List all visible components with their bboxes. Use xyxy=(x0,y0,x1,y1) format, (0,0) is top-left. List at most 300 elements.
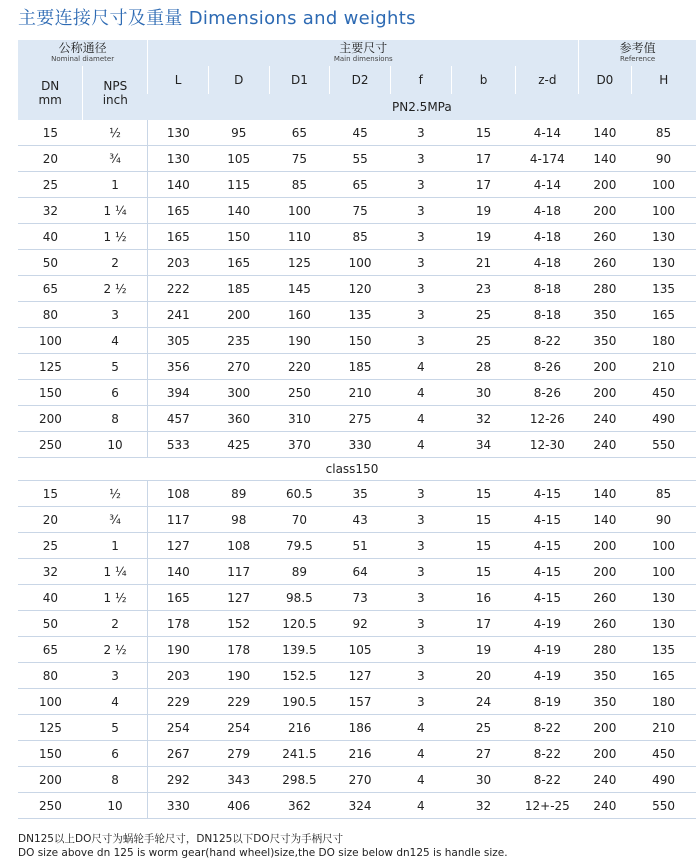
table-cell: 85 xyxy=(330,224,391,250)
table-cell: 260 xyxy=(579,611,631,637)
table-cell: 130 xyxy=(631,585,696,611)
table-cell: 55 xyxy=(330,146,391,172)
table-cell: 210 xyxy=(631,354,696,380)
main-dimensions-header xyxy=(148,40,579,66)
table-cell: 140 xyxy=(148,559,209,585)
table-cell: 229 xyxy=(208,689,269,715)
table-cell: 4 xyxy=(390,715,451,741)
table-cell: 16 xyxy=(451,585,516,611)
table-cell: 200 xyxy=(18,767,83,793)
footnote-cn: DN125以上DO尺寸为蜗轮手轮尺寸，DN125以下DO尺寸为手柄尺寸 xyxy=(18,833,344,845)
table-cell: 370 xyxy=(269,432,330,458)
table-cell: 105 xyxy=(330,637,391,663)
table-cell: 3 xyxy=(390,276,451,302)
table-cell: 241 xyxy=(148,302,209,328)
table-cell: 275 xyxy=(330,406,391,432)
table-cell: 10 xyxy=(83,432,148,458)
table-cell: 250 xyxy=(18,793,83,819)
table-cell: 280 xyxy=(579,276,631,302)
table-cell: 4-19 xyxy=(516,611,579,637)
table-cell: 127 xyxy=(330,663,391,689)
table-cell: 3 xyxy=(390,611,451,637)
table-cell: 254 xyxy=(208,715,269,741)
table-cell: 135 xyxy=(631,276,696,302)
table-cell: 350 xyxy=(579,663,631,689)
table-cell: 65 xyxy=(18,276,83,302)
table-cell: 165 xyxy=(631,663,696,689)
table-cell: 3 xyxy=(390,146,451,172)
table-cell: 165 xyxy=(148,224,209,250)
table-cell: 40 xyxy=(18,224,83,250)
table-cell: 85 xyxy=(631,120,696,146)
table-cell: 210 xyxy=(631,715,696,741)
table-cell: 25 xyxy=(451,302,516,328)
table-cell: 130 xyxy=(631,224,696,250)
table-cell: 25 xyxy=(451,715,516,741)
table-cell: 19 xyxy=(451,637,516,663)
table-cell: 3 xyxy=(390,198,451,224)
table-cell: 3 xyxy=(390,689,451,715)
table-cell: 125 xyxy=(18,715,83,741)
table-cell: 4-15 xyxy=(516,559,579,585)
table-cell: 130 xyxy=(148,146,209,172)
table-cell: 8-22 xyxy=(516,328,579,354)
nominal-cn: 公称通径 xyxy=(58,41,107,55)
table-cell: 305 xyxy=(148,328,209,354)
table-row xyxy=(18,250,696,276)
table-row xyxy=(18,741,696,767)
table-cell: 3 xyxy=(390,585,451,611)
table-cell: 200 xyxy=(18,406,83,432)
table-cell: 160 xyxy=(269,302,330,328)
table-cell: 8-22 xyxy=(516,741,579,767)
table-cell: 190 xyxy=(148,637,209,663)
table-cell: 254 xyxy=(148,715,209,741)
table-cell: 89 xyxy=(269,559,330,585)
dimensions-table-container xyxy=(18,40,696,819)
table-cell: 34 xyxy=(451,432,516,458)
table-cell: 330 xyxy=(148,793,209,819)
nps-header xyxy=(83,66,148,120)
table-cell: 150 xyxy=(18,380,83,406)
table-cell: 140 xyxy=(148,172,209,198)
table-cell: 110 xyxy=(269,224,330,250)
table-cell: 1 ½ xyxy=(83,585,148,611)
table-cell: 100 xyxy=(631,559,696,585)
table-cell: 20 xyxy=(18,146,83,172)
dn-label: DN xyxy=(41,79,60,93)
table-cell: 5 xyxy=(83,715,148,741)
table-row xyxy=(18,406,696,432)
table-row xyxy=(18,120,696,146)
ref-cn: 参考值 xyxy=(619,41,656,55)
table-cell: 165 xyxy=(148,585,209,611)
table-cell: 203 xyxy=(148,250,209,276)
table-cell: 30 xyxy=(451,380,516,406)
table-cell: 127 xyxy=(148,533,209,559)
table-cell: 3 xyxy=(83,302,148,328)
table-cell: 200 xyxy=(579,741,631,767)
table-cell: 140 xyxy=(208,198,269,224)
table-cell: 550 xyxy=(631,432,696,458)
ref-en: Reference xyxy=(619,55,656,63)
table-cell: 180 xyxy=(631,328,696,354)
table-cell: 120.5 xyxy=(269,611,330,637)
table-cell: 95 xyxy=(208,120,269,146)
table-cell: 15 xyxy=(18,481,83,507)
table-cell: 15 xyxy=(451,507,516,533)
table-cell: 79.5 xyxy=(269,533,330,559)
table-cell: 3 xyxy=(390,302,451,328)
table-cell: 4-19 xyxy=(516,663,579,689)
table-cell: 3 xyxy=(390,481,451,507)
table-cell: 4-18 xyxy=(516,198,579,224)
table-cell: 279 xyxy=(208,741,269,767)
table-cell: 65 xyxy=(269,120,330,146)
pn-section-body xyxy=(18,120,696,458)
table-cell: 3 xyxy=(390,507,451,533)
table-cell: 178 xyxy=(208,637,269,663)
table-cell: 120 xyxy=(330,276,391,302)
table-cell: 250 xyxy=(269,380,330,406)
table-cell: 260 xyxy=(579,250,631,276)
table-cell: 185 xyxy=(330,354,391,380)
table-cell: 490 xyxy=(631,406,696,432)
table-cell: 100 xyxy=(330,250,391,276)
table-row xyxy=(18,585,696,611)
table-cell: 3 xyxy=(390,559,451,585)
table-cell: 394 xyxy=(148,380,209,406)
table-cell: 4-18 xyxy=(516,250,579,276)
table-cell: 330 xyxy=(330,432,391,458)
table-cell: 145 xyxy=(269,276,330,302)
table-cell: 75 xyxy=(330,198,391,224)
table-row xyxy=(18,715,696,741)
table-cell: 3 xyxy=(390,533,451,559)
footnote-en: DO size above dn 125 is worm gear(hand wheel)size,the DO size below dn125 is handle size. xyxy=(18,847,508,859)
table-cell: 280 xyxy=(579,637,631,663)
table-cell: 2 xyxy=(83,611,148,637)
table-cell: 100 xyxy=(631,198,696,224)
table-cell: 115 xyxy=(208,172,269,198)
table-cell: 117 xyxy=(148,507,209,533)
col-header-L: L xyxy=(148,66,209,94)
table-cell: 100 xyxy=(18,689,83,715)
table-cell: ¾ xyxy=(83,146,148,172)
table-row xyxy=(18,302,696,328)
col-header-f: f xyxy=(390,66,451,94)
table-cell: 150 xyxy=(208,224,269,250)
table-cell: 4 xyxy=(83,328,148,354)
dn-header xyxy=(18,66,83,120)
table-cell: 12-30 xyxy=(516,432,579,458)
table-cell: 60.5 xyxy=(269,481,330,507)
table-cell: 8-22 xyxy=(516,715,579,741)
col-header-b: b xyxy=(451,66,516,94)
table-cell: 350 xyxy=(579,302,631,328)
table-cell: 4-18 xyxy=(516,224,579,250)
table-cell: 200 xyxy=(579,559,631,585)
col-header-D1: D1 xyxy=(269,66,330,94)
table-cell: 8-22 xyxy=(516,767,579,793)
table-cell: 450 xyxy=(631,380,696,406)
col-header-D0: D0 xyxy=(579,66,631,94)
table-cell: 490 xyxy=(631,767,696,793)
table-cell: 43 xyxy=(330,507,391,533)
table-cell: 1 xyxy=(83,533,148,559)
table-cell: ½ xyxy=(83,120,148,146)
col-header-zd: z-d xyxy=(516,66,579,94)
table-cell: 310 xyxy=(269,406,330,432)
table-cell: 550 xyxy=(631,793,696,819)
table-cell: 203 xyxy=(148,663,209,689)
table-row xyxy=(18,198,696,224)
table-cell: 3 xyxy=(390,663,451,689)
table-row xyxy=(18,559,696,585)
table-cell: 28 xyxy=(451,354,516,380)
table-cell: 90 xyxy=(631,507,696,533)
table-cell: 300 xyxy=(208,380,269,406)
table-cell: 140 xyxy=(579,507,631,533)
table-cell: 165 xyxy=(631,302,696,328)
table-cell: 15 xyxy=(451,533,516,559)
table-cell: 260 xyxy=(579,585,631,611)
table-cell: ¾ xyxy=(83,507,148,533)
table-row xyxy=(18,663,696,689)
table-cell: 350 xyxy=(579,328,631,354)
table-cell: 185 xyxy=(208,276,269,302)
table-cell: 80 xyxy=(18,302,83,328)
table-cell: 17 xyxy=(451,172,516,198)
table-row xyxy=(18,793,696,819)
table-cell: 17 xyxy=(451,146,516,172)
table-cell: 152.5 xyxy=(269,663,330,689)
table-cell: 190 xyxy=(208,663,269,689)
table-cell: 80 xyxy=(18,663,83,689)
table-row xyxy=(18,637,696,663)
table-cell: 127 xyxy=(208,585,269,611)
table-cell: 3 xyxy=(390,172,451,198)
table-cell: 139.5 xyxy=(269,637,330,663)
table-row xyxy=(18,533,696,559)
table-cell: 4 xyxy=(390,741,451,767)
table-cell: 98.5 xyxy=(269,585,330,611)
table-cell: 200 xyxy=(579,380,631,406)
table-row xyxy=(18,611,696,637)
table-cell: 89 xyxy=(208,481,269,507)
table-cell: 32 xyxy=(18,559,83,585)
table-cell: 125 xyxy=(18,354,83,380)
table-cell: 70 xyxy=(269,507,330,533)
table-cell: 17 xyxy=(451,611,516,637)
table-cell: 190.5 xyxy=(269,689,330,715)
table-cell: 3 xyxy=(390,328,451,354)
table-cell: 1 ¼ xyxy=(83,559,148,585)
table-cell: 23 xyxy=(451,276,516,302)
table-cell: 240 xyxy=(579,767,631,793)
table-cell: 135 xyxy=(631,637,696,663)
table-cell: 324 xyxy=(330,793,391,819)
table-cell: 32 xyxy=(451,793,516,819)
table-cell: 190 xyxy=(269,328,330,354)
table-cell: 200 xyxy=(579,198,631,224)
page-title: 主要连接尺寸及重量 Dimensions and weights xyxy=(18,8,416,29)
footnote xyxy=(18,832,508,860)
table-cell: 267 xyxy=(148,741,209,767)
table-cell: 100 xyxy=(631,533,696,559)
table-cell: 20 xyxy=(18,507,83,533)
table-cell: 21 xyxy=(451,250,516,276)
table-cell: 32 xyxy=(451,406,516,432)
table-cell: 4-15 xyxy=(516,585,579,611)
table-cell: 3 xyxy=(390,250,451,276)
table-cell: 260 xyxy=(579,224,631,250)
table-cell: 4-19 xyxy=(516,637,579,663)
table-cell: 90 xyxy=(631,146,696,172)
table-cell: 6 xyxy=(83,380,148,406)
section-label-row-class xyxy=(18,458,696,481)
col-header-D: D xyxy=(208,66,269,94)
table-cell: 19 xyxy=(451,224,516,250)
table-cell: 4-15 xyxy=(516,507,579,533)
table-cell: 2 ½ xyxy=(83,637,148,663)
table-row xyxy=(18,767,696,793)
nps-label: NPS xyxy=(103,79,128,93)
table-cell: 4 xyxy=(390,767,451,793)
table-cell: 2 ½ xyxy=(83,276,148,302)
table-cell: 8 xyxy=(83,767,148,793)
table-cell: 200 xyxy=(208,302,269,328)
table-cell: 30 xyxy=(451,767,516,793)
table-cell: 105 xyxy=(208,146,269,172)
inch-label: inch xyxy=(102,93,128,107)
table-cell: 135 xyxy=(330,302,391,328)
main-cn: 主要尺寸 xyxy=(339,41,388,55)
table-cell: 3 xyxy=(83,663,148,689)
reference-header xyxy=(579,40,696,66)
table-cell: 25 xyxy=(18,172,83,198)
table-cell: 240 xyxy=(579,432,631,458)
table-cell: 3 xyxy=(390,120,451,146)
table-cell: 12-26 xyxy=(516,406,579,432)
table-cell: 152 xyxy=(208,611,269,637)
table-cell: 4 xyxy=(390,406,451,432)
table-cell: 40 xyxy=(18,585,83,611)
table-cell: 65 xyxy=(330,172,391,198)
table-cell: 165 xyxy=(148,198,209,224)
table-cell: 1 xyxy=(83,172,148,198)
table-cell: 15 xyxy=(451,481,516,507)
table-cell: 8-26 xyxy=(516,380,579,406)
table-row xyxy=(18,328,696,354)
table-cell: 4 xyxy=(83,689,148,715)
table-row xyxy=(18,689,696,715)
table-cell: 85 xyxy=(631,481,696,507)
table-cell: 8-18 xyxy=(516,276,579,302)
table-cell: 117 xyxy=(208,559,269,585)
table-cell: 92 xyxy=(330,611,391,637)
table-cell: 75 xyxy=(269,146,330,172)
header-group-row xyxy=(18,40,696,66)
table-row xyxy=(18,507,696,533)
table-cell: 4-15 xyxy=(516,481,579,507)
table-cell: 235 xyxy=(208,328,269,354)
table-cell: 241.5 xyxy=(269,741,330,767)
table-cell: 100 xyxy=(18,328,83,354)
table-cell: 157 xyxy=(330,689,391,715)
table-cell: ½ xyxy=(83,481,148,507)
table-cell: 140 xyxy=(579,120,631,146)
table-cell: 4-15 xyxy=(516,533,579,559)
table-cell: 5 xyxy=(83,354,148,380)
table-cell: 130 xyxy=(631,611,696,637)
table-cell: 6 xyxy=(83,741,148,767)
table-cell: 165 xyxy=(208,250,269,276)
table-cell: 200 xyxy=(579,533,631,559)
table-row xyxy=(18,172,696,198)
table-cell: 15 xyxy=(18,120,83,146)
table-cell: 51 xyxy=(330,533,391,559)
dimensions-table xyxy=(18,40,696,819)
table-cell: 4-14 xyxy=(516,120,579,146)
table-cell: 65 xyxy=(18,637,83,663)
table-cell: 50 xyxy=(18,250,83,276)
table-cell: 140 xyxy=(579,481,631,507)
col-header-D2: D2 xyxy=(330,66,391,94)
table-cell: 4 xyxy=(390,793,451,819)
table-cell: 457 xyxy=(148,406,209,432)
table-row xyxy=(18,380,696,406)
table-cell: 64 xyxy=(330,559,391,585)
table-cell: 85 xyxy=(269,172,330,198)
table-cell: 140 xyxy=(579,146,631,172)
table-cell: 27 xyxy=(451,741,516,767)
table-cell: 4-14 xyxy=(516,172,579,198)
mm-label: mm xyxy=(38,93,62,107)
table-cell: 4 xyxy=(390,380,451,406)
table-cell: 125 xyxy=(269,250,330,276)
table-cell: 12+-25 xyxy=(516,793,579,819)
table-cell: 15 xyxy=(451,120,516,146)
table-cell: 178 xyxy=(148,611,209,637)
table-cell: 100 xyxy=(631,172,696,198)
table-cell: 3 xyxy=(390,637,451,663)
table-cell: 45 xyxy=(330,120,391,146)
table-cell: 406 xyxy=(208,793,269,819)
table-cell: 180 xyxy=(631,689,696,715)
section-label-pn: PN2.5MPa xyxy=(148,94,696,120)
table-row xyxy=(18,276,696,302)
table-cell: 8-19 xyxy=(516,689,579,715)
table-cell: 4 xyxy=(390,354,451,380)
table-cell: 15 xyxy=(451,559,516,585)
table-cell: 8-26 xyxy=(516,354,579,380)
table-cell: 150 xyxy=(330,328,391,354)
table-cell: 533 xyxy=(148,432,209,458)
table-cell: 216 xyxy=(330,741,391,767)
table-cell: 425 xyxy=(208,432,269,458)
table-cell: 200 xyxy=(579,715,631,741)
table-cell: 25 xyxy=(18,533,83,559)
table-cell: 298.5 xyxy=(269,767,330,793)
col-header-H: H xyxy=(631,66,696,94)
table-cell: 8-18 xyxy=(516,302,579,328)
main-en: Main dimensions xyxy=(333,55,393,63)
table-cell: 450 xyxy=(631,741,696,767)
table-cell: 292 xyxy=(148,767,209,793)
table-cell: 356 xyxy=(148,354,209,380)
table-cell: 32 xyxy=(18,198,83,224)
